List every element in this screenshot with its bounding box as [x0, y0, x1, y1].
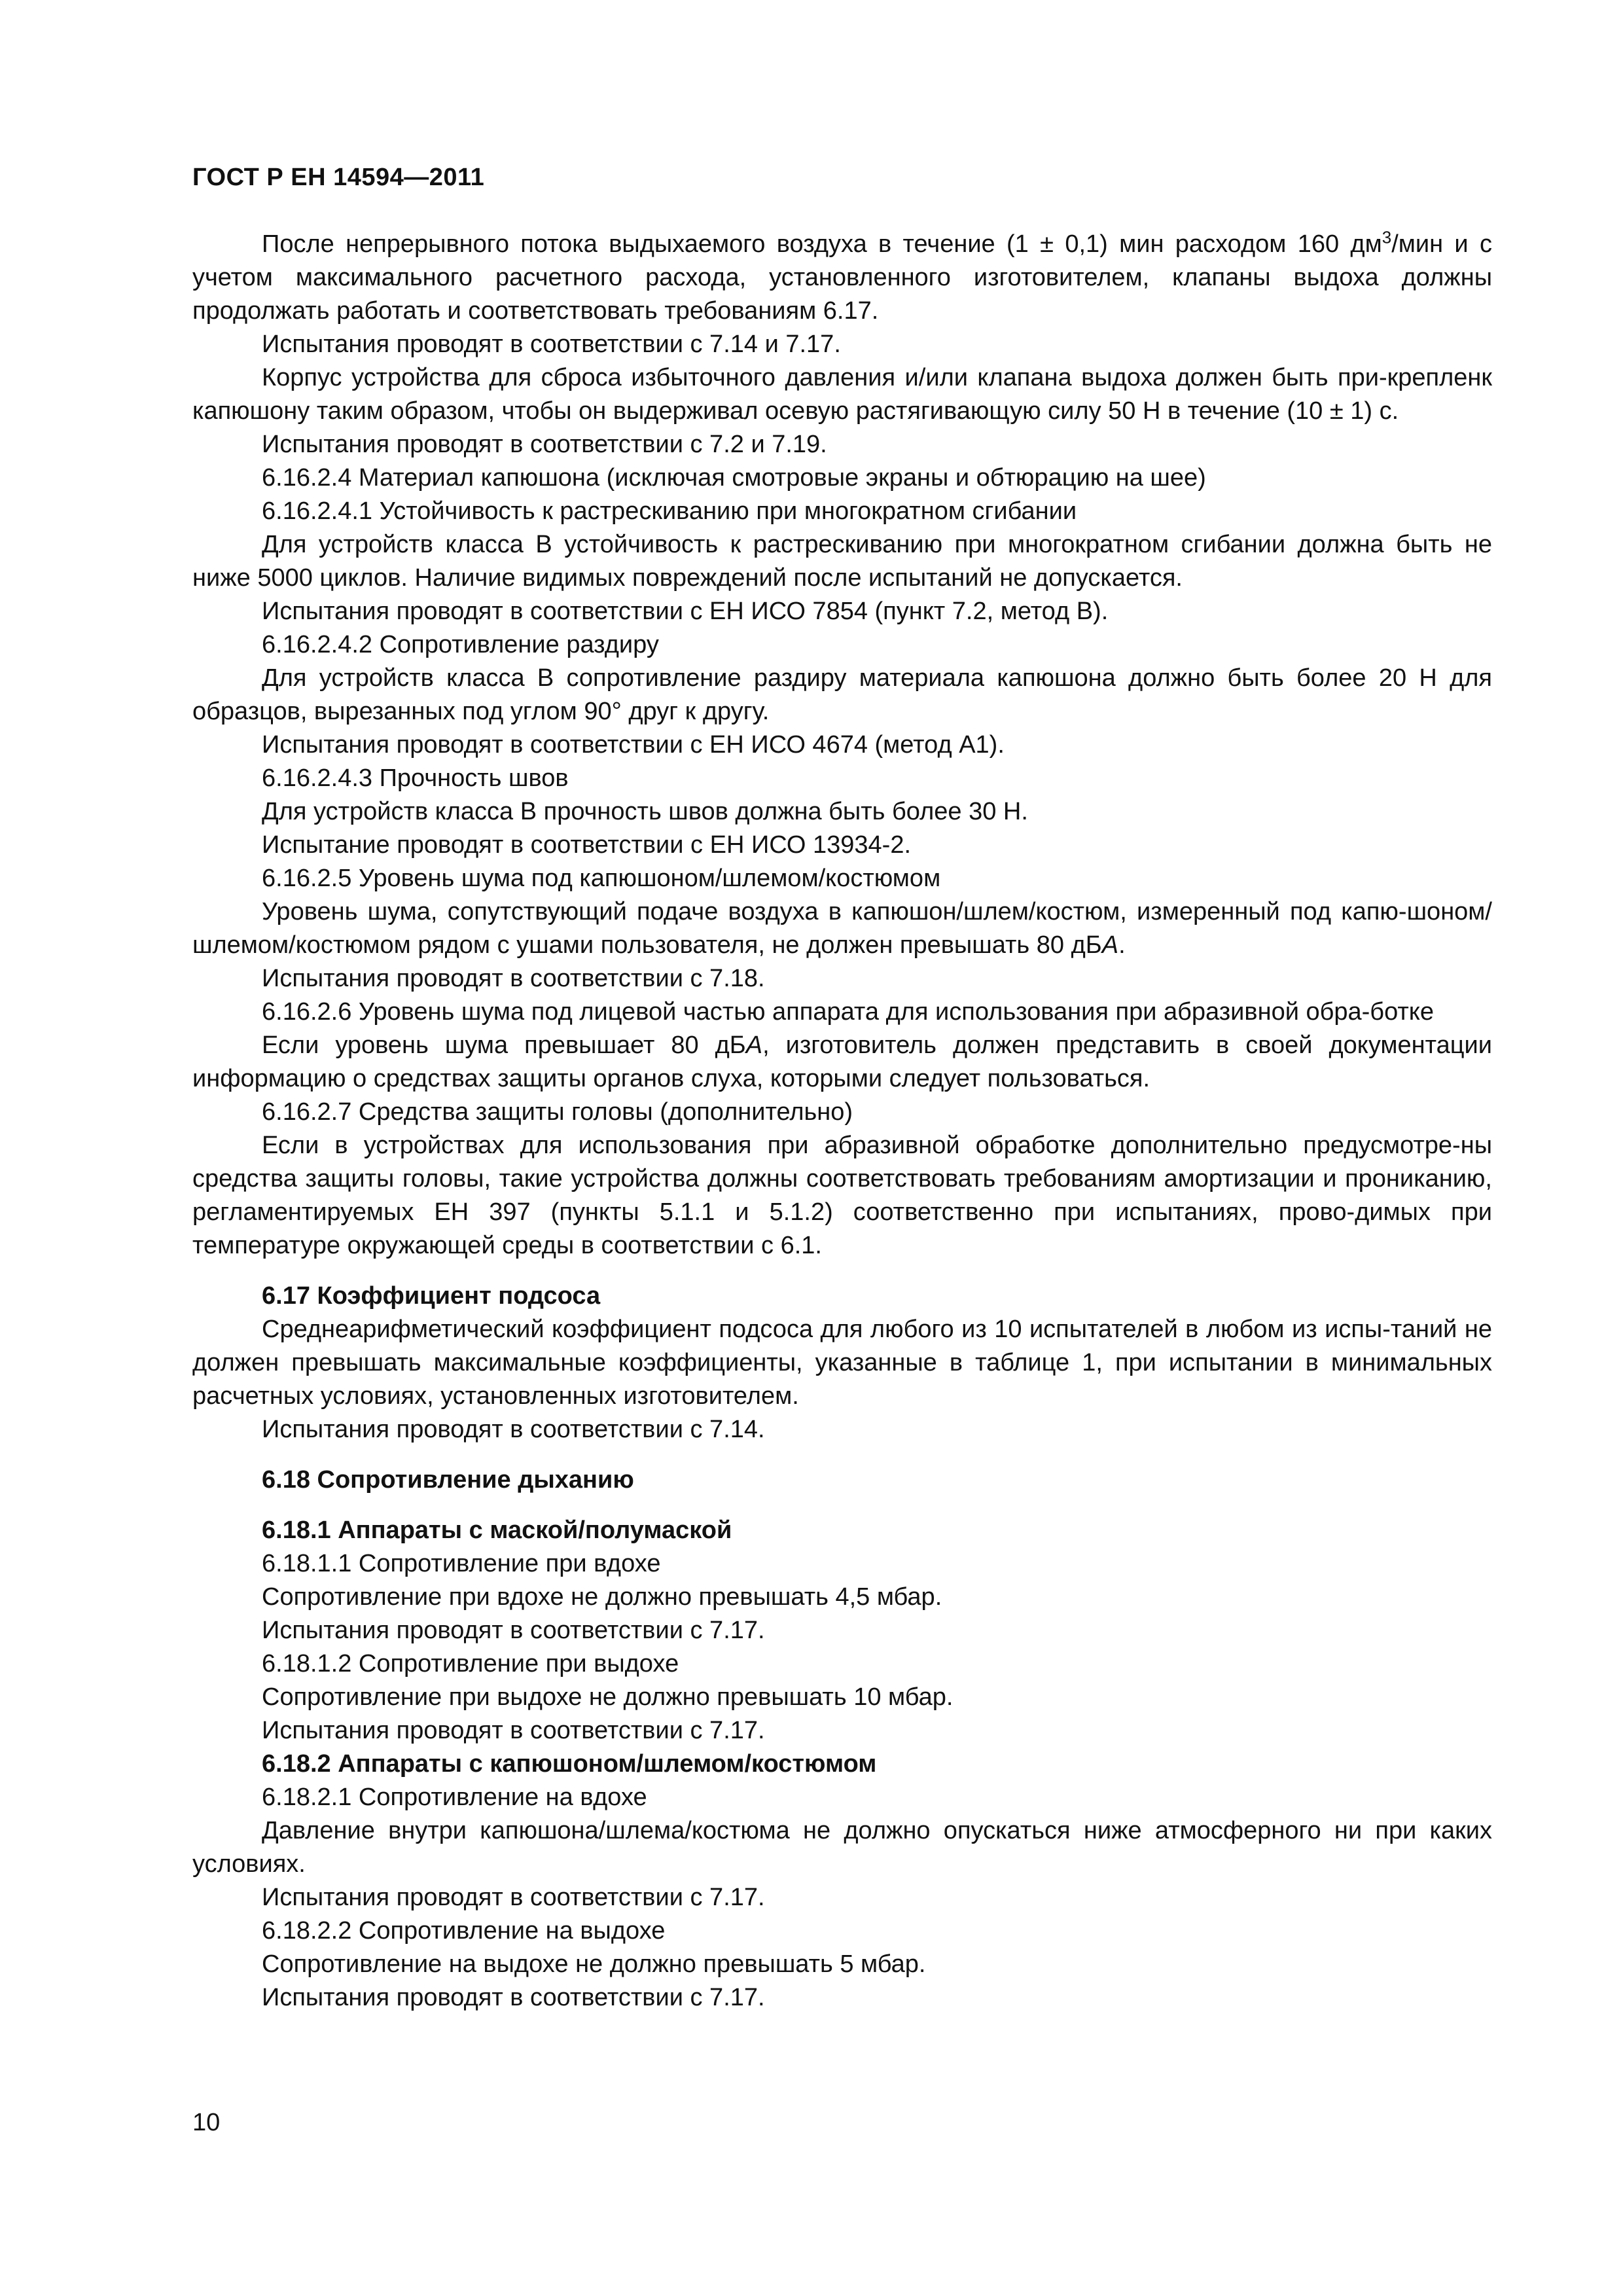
paragraph: Испытания проводят в соответствии с 7.14 и 7.17. — [262, 331, 841, 358]
paragraph: Испытания проводят в соответствии с 7.18. — [262, 965, 765, 992]
section-heading: 6.18.2.2 Сопротивление на выдохе — [262, 1917, 666, 1945]
section-heading: 6.16.2.4 Материал капюшона (исключая смотровые экраны и обтюрацию на шее) — [262, 464, 1206, 492]
italic-unit: А — [745, 1031, 763, 1059]
paragraph: Испытания проводят в соответствии с 7.17. — [262, 1884, 765, 1911]
section-heading: 6.16.2.6 Уровень шума под лицевой частью аппарата для использования при абразивной обра-ботке — [262, 998, 1434, 1026]
paragraph: Среднеарифметический коэффициент подсоса для любого из 10 испытателей в любом из испы-таний не должен превышать максимальные коэффициенты, указанные в таблице 1, при испытании в минимальных расчетных условиях, установленных изготовителем. — [192, 1316, 1492, 1410]
heading-6-18-2: 6.18.2 Аппараты с капюшоном/шлемом/костюмом — [262, 1750, 877, 1778]
paragraph: Если в устройствах для использования при абразивной обработке дополнительно предусмотре-ны средства защиты головы, такие устройства должны соответствовать требованиям амортизации и прониканию, регламентируемых ЕН 397 (пункты 5.1.1 и 5.1.2) соответственно при испытаниях, прово-димых при температуре окружающей среды в соответствии с 6.1. — [192, 1132, 1492, 1259]
section-heading: 6.16.2.7 Средства защиты головы (дополнительно) — [262, 1098, 853, 1126]
section-heading: 6.18.2.1 Сопротивление на вдохе — [262, 1784, 647, 1811]
page-number: 10 — [192, 2109, 221, 2136]
section-heading: 6.16.2.5 Уровень шума под капюшоном/шлемом/костюмом — [262, 865, 941, 892]
document-header: ГОСТ Р ЕН 14594—2011 — [192, 164, 485, 191]
paragraph: Давление внутри капюшона/шлема/костюма не должно опускаться ниже атмосферного ни при каких условиях. — [192, 1817, 1492, 1878]
paragraph: Для устройств класса В прочность швов должна быть более 30 Н. — [262, 798, 1028, 825]
text: После непрерывного потока выдыхаемого воздуха в течение (1 ± 0,1) мин расходом 160 дм — [262, 230, 1382, 258]
text: . — [1118, 931, 1126, 959]
paragraph: Испытания проводят в соответствии с 7.2 и 7.19. — [262, 431, 827, 458]
paragraph: Сопротивление при вдохе не должно превышать 4,5 мбар. — [262, 1583, 942, 1611]
section-heading: 6.18.1.2 Сопротивление при выдохе — [262, 1650, 679, 1677]
paragraph: Сопротивление на выдохе не должно превышать 5 мбар. — [262, 1950, 926, 1978]
heading-6-18: 6.18 Сопротивление дыханию — [262, 1466, 634, 1494]
section-heading: 6.16.2.4.2 Сопротивление раздиру — [262, 631, 659, 658]
text: /мин и с учетом максимального расчетного расхода, установленного изготовителем, клапаны выдоха должны продолжать работать и соответствовать требованиям 6.17. — [192, 230, 1492, 325]
paragraph: Для устройств класса В устойчивость к растрескиванию при многократном сгибании должна быть не ниже 5000 циклов. Наличие видимых повреждений после испытаний не допускается. — [192, 531, 1492, 592]
paragraph: Испытания проводят в соответствии с 7.17. — [262, 1984, 765, 2011]
paragraph: Испытания проводят в соответствии с 7.17. — [262, 1717, 765, 1744]
text: Уровень шума, сопутствующий подаче воздуха в капюшон/шлем/костюм, измеренный под капю-шоном/шлемом/костюмом рядом с ушами пользователя, не должен превышать 80 дБ — [192, 898, 1492, 959]
paragraph: Испытания проводят в соответствии с 7.14. — [262, 1416, 765, 1443]
paragraph: Для устройств класса В сопротивление раздиру материала капюшона должно быть более 20 Н для образцов, вырезанных под углом 90° друг к другу. — [192, 664, 1492, 725]
section-heading: 6.16.2.4.3 Прочность швов — [262, 764, 569, 792]
document-body — [192, 228, 1492, 2015]
paragraph — [192, 228, 1492, 328]
italic-unit: А — [1101, 931, 1119, 959]
paragraph: Корпус устройства для сброса избыточного давления и/или клапана выдоха должен быть при-крепленк капюшону таким образом, чтобы он выдерживал осевую растягивающую силу 50 Н в течение (10 ± 1) с. — [192, 364, 1492, 425]
paragraph: Испытания проводят в соответствии с 7.17. — [262, 1617, 765, 1644]
section-heading: 6.18.1.1 Сопротивление при вдохе — [262, 1550, 661, 1577]
paragraph — [192, 895, 1492, 962]
paragraph — [192, 1029, 1492, 1096]
paragraph: Испытания проводят в соответствии с ЕН ИСО 4674 (метод А1). — [262, 731, 1005, 759]
paragraph: Сопротивление при выдохе не должно превышать 10 мбар. — [262, 1683, 954, 1711]
paragraph: Испытания проводят в соответствии с ЕН ИСО 7854 (пункт 7.2, метод В). — [262, 598, 1109, 625]
superscript: 3 — [1382, 227, 1392, 247]
section-heading: 6.16.2.4.1 Устойчивость к растрескиванию при многократном сгибании — [262, 497, 1077, 525]
paragraph: Испытание проводят в соответствии с ЕН ИСО 13934-2. — [262, 831, 912, 859]
text: Если уровень шума превышает 80 дБ — [262, 1031, 746, 1059]
heading-6-18-1: 6.18.1 Аппараты с маской/полумаской — [262, 1516, 732, 1544]
text: , изготовитель должен представить в своей документации информацию о средствах защиты органов слуха, которыми следует пользоваться. — [192, 1031, 1492, 1092]
heading-6-17: 6.17 Коэффициент подсоса — [262, 1282, 601, 1310]
